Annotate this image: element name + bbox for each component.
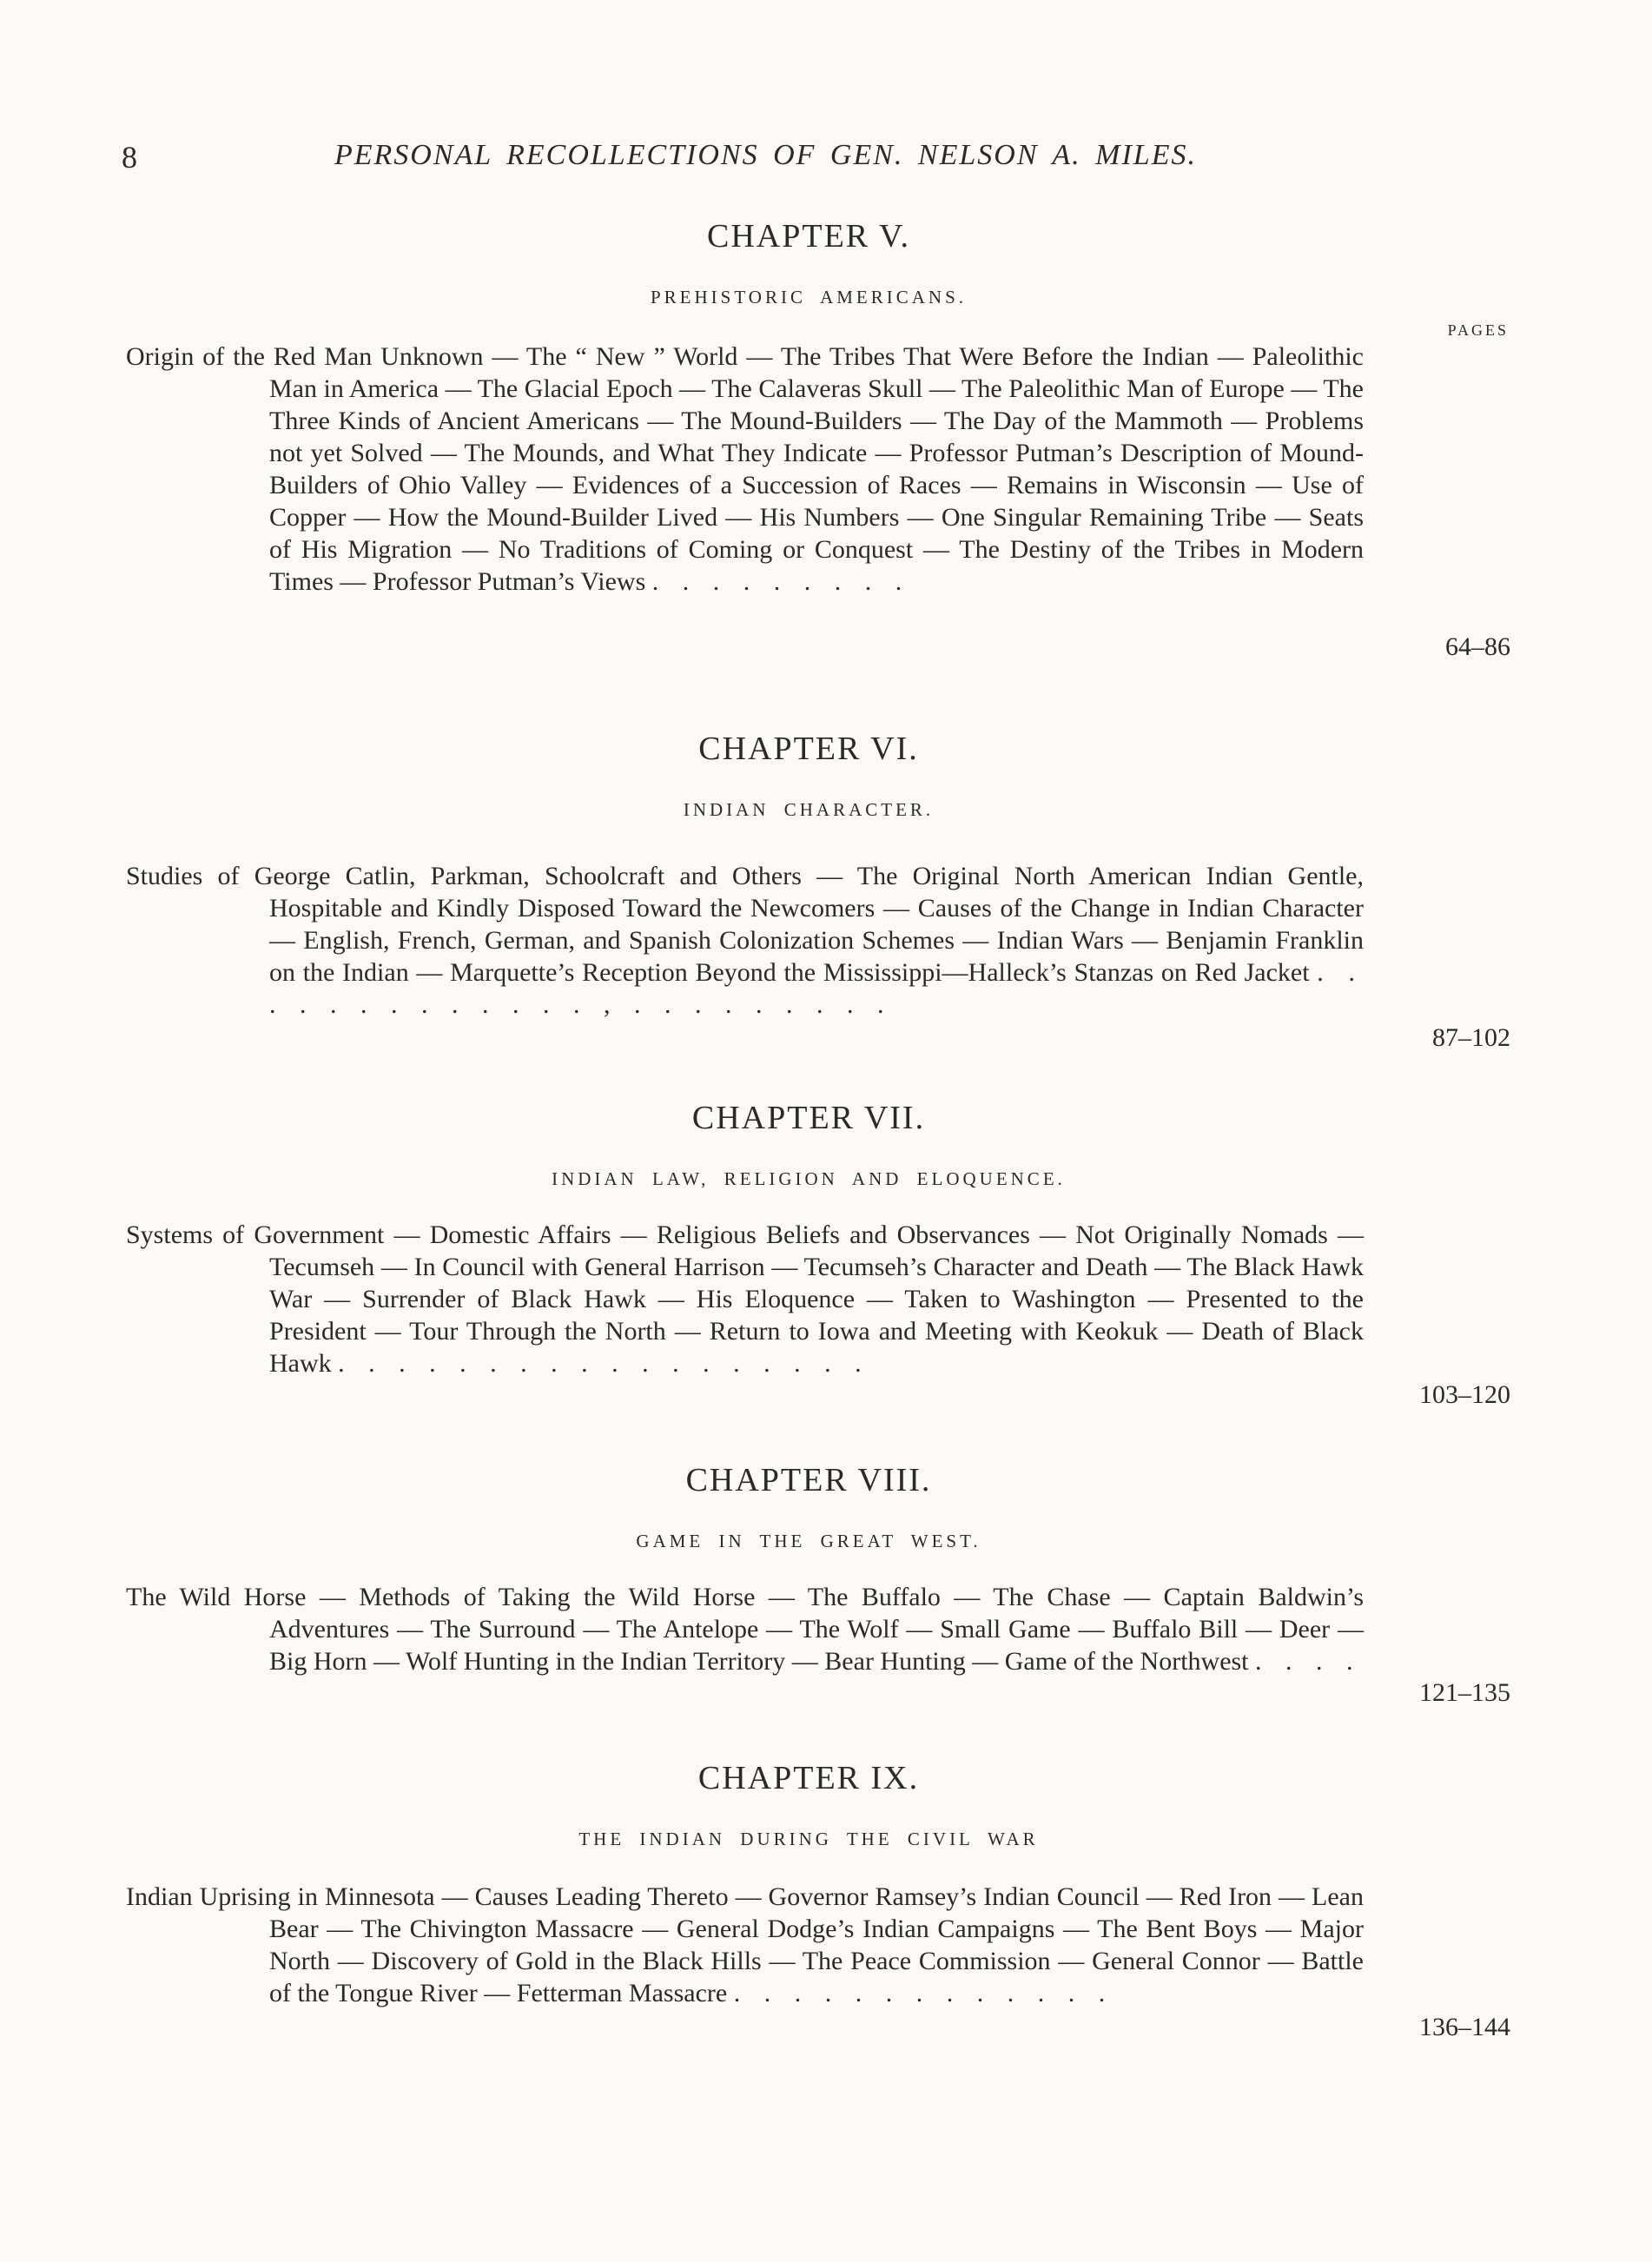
chapter-contents	[126, 341, 1364, 598]
dot-leader: . . . . . . . . . . . . . , . . . . . . . . .	[269, 958, 1365, 1019]
chapter-heading: CHAPTER VIII.	[685, 1462, 932, 1498]
running-head	[122, 139, 1529, 182]
contents-text: Systems of Government — Domestic Affairs — Religious Beliefs and Observances — Not Originally Nomads — Tecumseh — In Council with General Harrison — Tecumseh’s Character and Death — The Black Hawk War — Surrender of Black Hawk — His Eloquence — Taken to Washington — Presented to the President — Tour Through the North — Return to Iowa and Meeting with Keokuk — Death of Black Hawk	[126, 1220, 1364, 1378]
dot-leader: . . . .	[1255, 1647, 1362, 1676]
chapter-subtitle: PREHISTORIC AMERICANS.	[651, 287, 967, 308]
page-range: 64–86	[1445, 632, 1510, 661]
chapter-contents	[126, 1881, 1364, 2009]
chapter-subtitle: INDIAN LAW, RELIGION AND ELOQUENCE.	[552, 1168, 1066, 1189]
chapter-subtitle: THE INDIAN DURING THE CIVIL WAR	[578, 1829, 1039, 1849]
contents-text: Studies of George Catlin, Parkman, Schoolcraft and Others — The Original North American Indian Gentle, Hospitable and Kindly Disposed Toward the Newcomers — Causes of the Change in Indian Character — English, French, German, and Spanish Colonization Schemes — Indian Wars — Benjamin Franklin on the Indian — Marquette’s Reception Beyond the Mississippi—Halleck’s Stanzas on Red Jacket	[126, 862, 1364, 987]
page-range: 87–102	[1432, 1023, 1510, 1052]
page-number: 8	[122, 140, 137, 175]
book-title: PERSONAL RECOLLECTIONS OF GEN. NELSON A. MILES.	[334, 139, 1197, 171]
page-range: 136–144	[1419, 2013, 1510, 2041]
page-range: 121–135	[1419, 1678, 1510, 1707]
contents-text: Origin of the Red Man Unknown — The “ New ” World — The Tribes That Were Before the Indian — Paleolithic Man in America — The Glacial Epoch — The Calaveras Skull — The Paleolithic Man of Europe — The Three Kinds of Ancient Americans — The Mound-Builders — The Day of the Mammoth — Problems not yet Solved — The Mounds, and What They Indicate — Professor Putman’s Description of Mound-Builders of Ohio Valley — Evidences of a Succession of Races — Remains in Wisconsin — Use of Copper — How the Mound-Builder Lived — His Numbers — One Singular Remaining Tribe — Seats of His Migration — No Traditions of Coming or Conquest — The Destiny of the Tribes in Modern Times — Professor Putman’s Views	[126, 342, 1364, 596]
chapter-heading: CHAPTER VI.	[698, 731, 919, 767]
chapter-contents	[126, 1581, 1364, 1677]
chapter-subtitle: INDIAN CHARACTER.	[683, 799, 935, 820]
chapter-heading: CHAPTER V.	[707, 218, 910, 255]
dot-leader: . . . . . . . . .	[651, 567, 911, 596]
dot-leader: . . . . . . . . . . . . .	[733, 1979, 1114, 2007]
page-range: 103–120	[1419, 1380, 1510, 1409]
chapter-subtitle: GAME IN THE GREAT WEST.	[636, 1531, 981, 1551]
dot-leader: . . . . . . . . . . . . . . . . . .	[338, 1349, 870, 1378]
chapter-heading: CHAPTER IX.	[697, 1760, 920, 1796]
pages-column-label: PAGES	[1447, 321, 1509, 339]
chapter-contents	[126, 1219, 1364, 1379]
chapter-heading: CHAPTER VII.	[691, 1100, 926, 1136]
contents-text: The Wild Horse — Methods of Taking the Wild Horse — The Buffalo — The Chase — Captain Baldwin’s Adventures — The Surround — The Antelope — The Wolf — Small Game — Buffalo Bill — Deer — Big Horn — Wolf Hunting in the Indian Territory — Bear Hunting — Game of the Northwest	[126, 1583, 1364, 1676]
contents-text: Indian Uprising in Minnesota — Causes Leading Thereto — Governor Ramsey’s Indian Council — Red Iron — Lean Bear — The Chivington Massacre — General Dodge’s Indian Campaigns — The Bent Boys — Major North — Discovery of Gold in the Black Hills — The Peace Commission — General Connor — Battle of the Tongue River — Fetterman Massacre	[126, 1882, 1364, 2007]
chapter-contents	[126, 860, 1364, 1021]
